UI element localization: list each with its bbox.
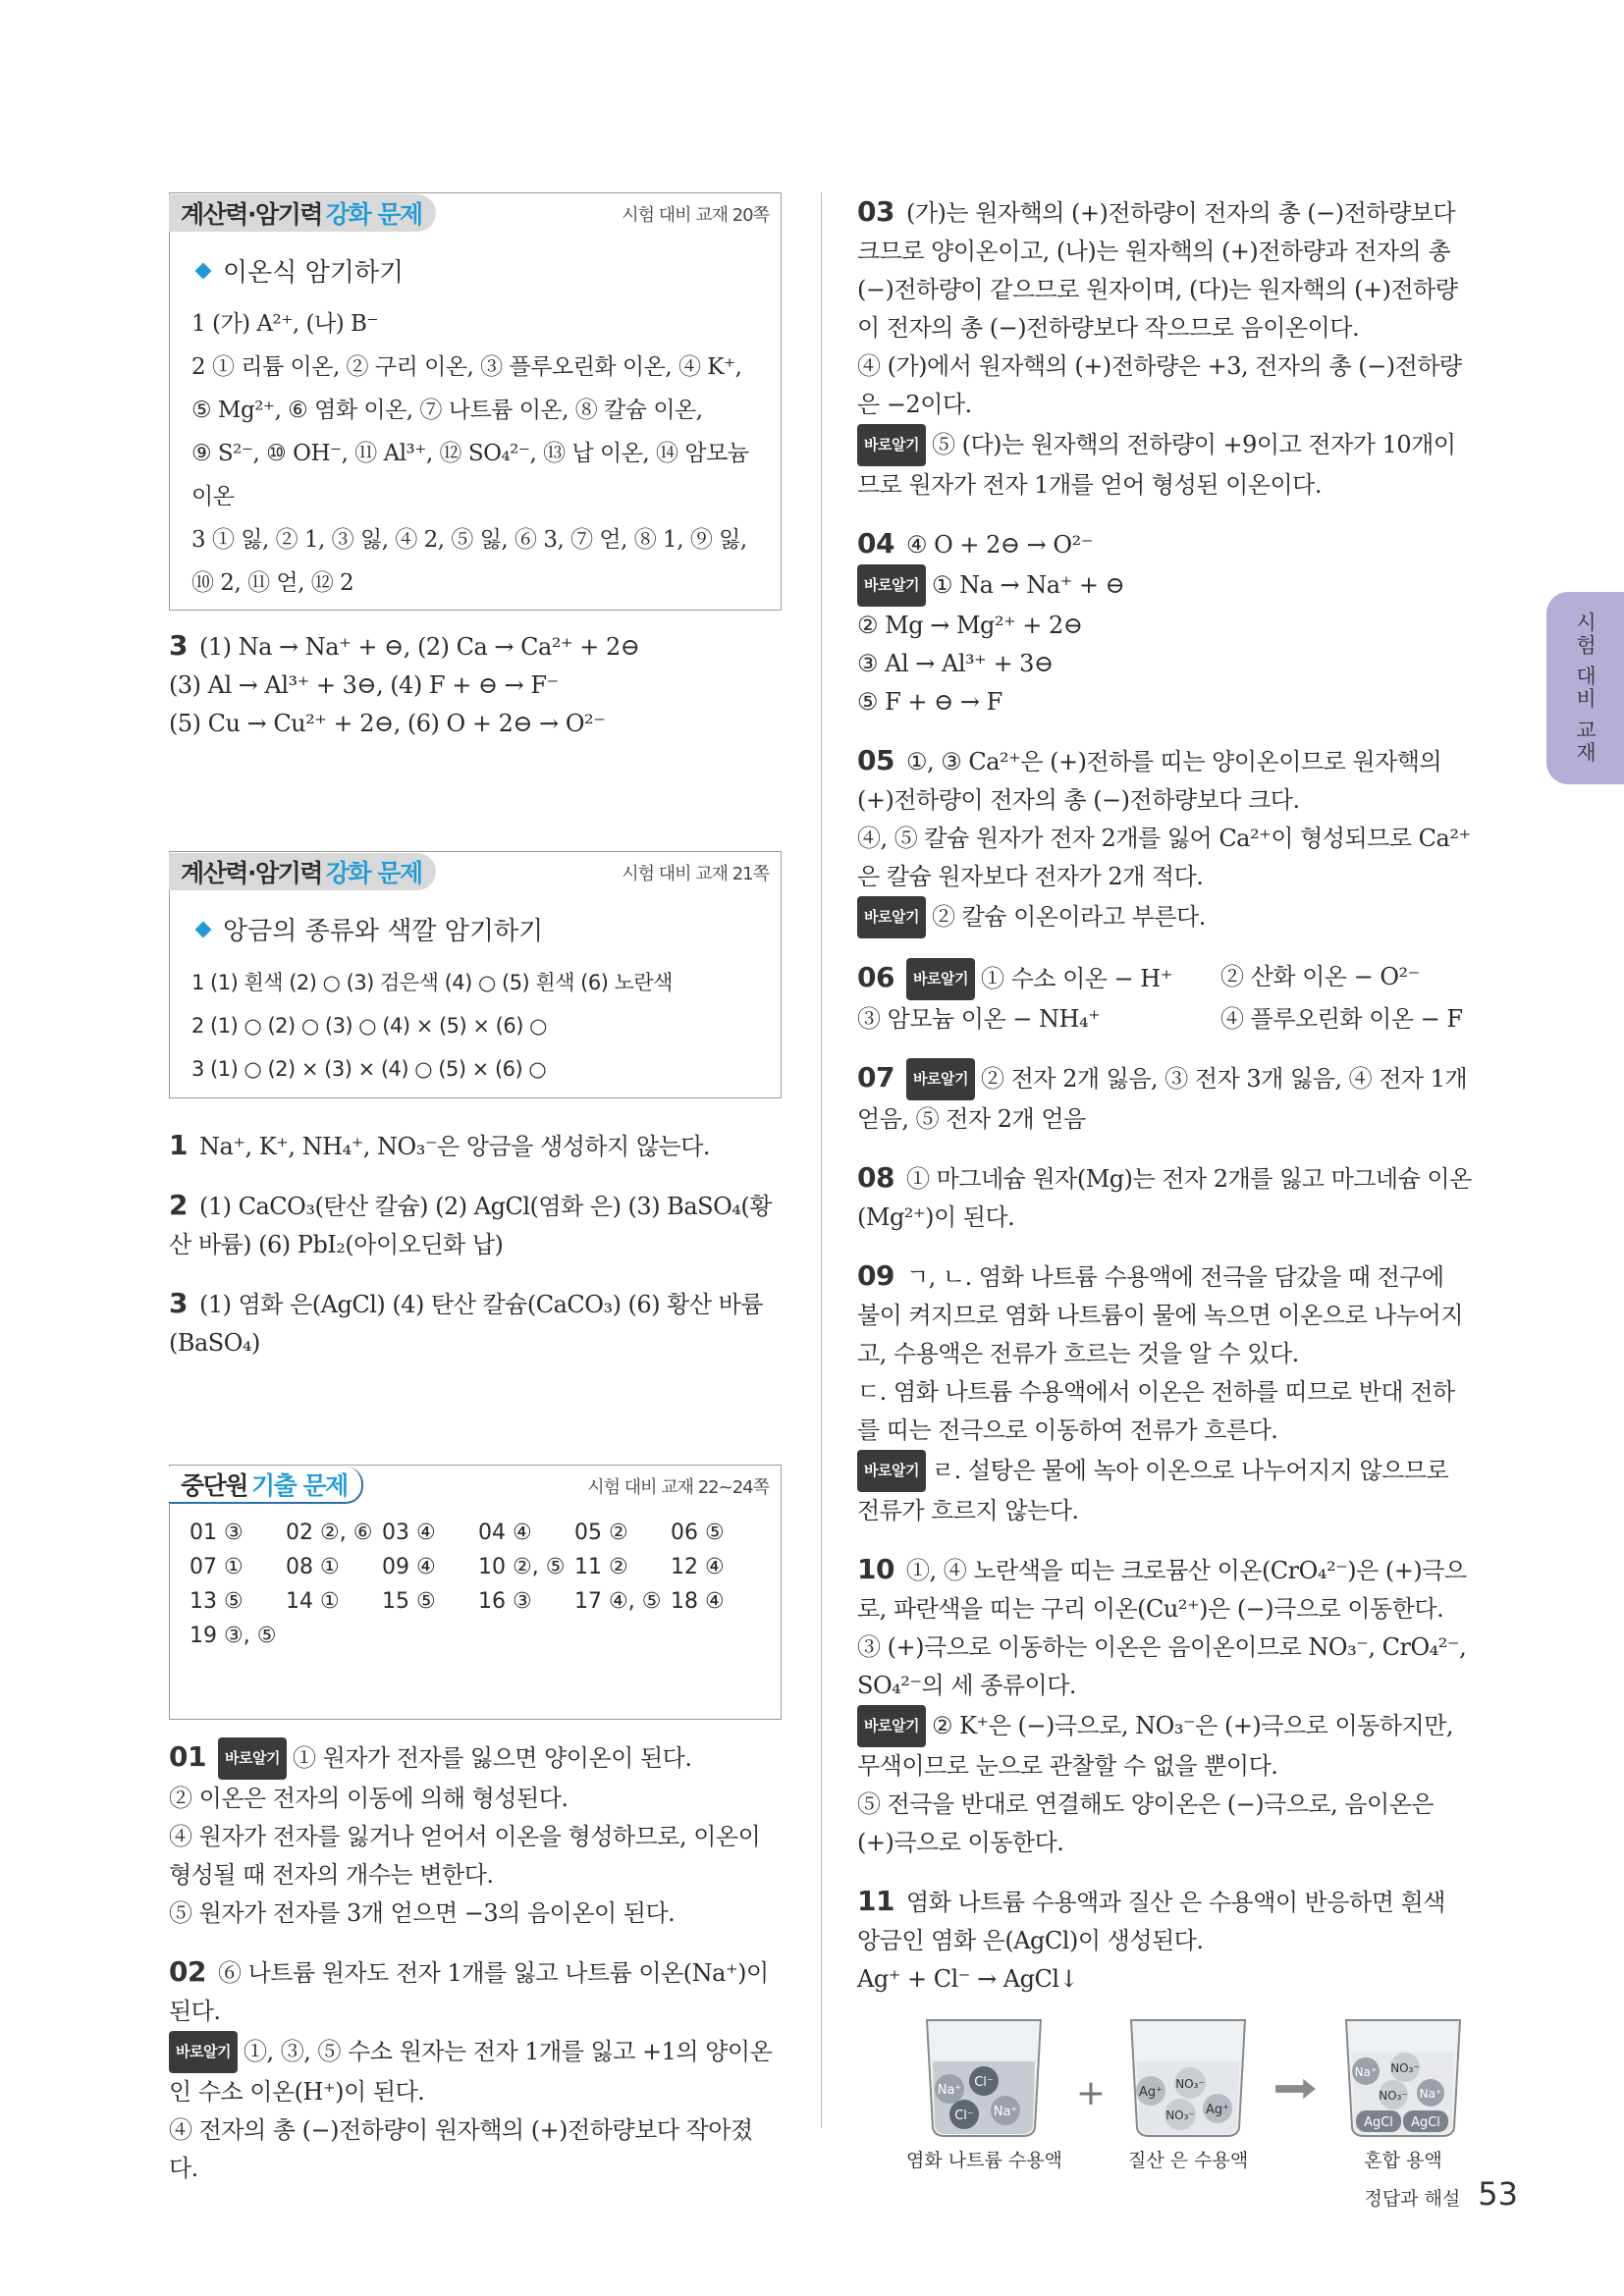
explanation-04	[857, 524, 1472, 721]
explanation-text: ② K⁺은 (−)극으로, NO₃⁻은 (+)극으로 이동하지만, 무색이므로 눈으로 관찰할 수 없을 뿐이다.	[857, 1712, 1454, 1780]
item-number: 2	[169, 1189, 188, 1221]
explanation-text: ② 전자 2개 잃음, ③ 전자 3개 잃음, ④ 전자 1개 얻음, ⑤ 전자 2개 얻음	[857, 1065, 1468, 1133]
answer-key-item: 03 ④	[382, 1521, 436, 1545]
beaker-mixed-solution	[1334, 2012, 1472, 2172]
item-number: 05	[857, 744, 894, 776]
ion-label: NO₃⁻	[1165, 2109, 1195, 2122]
answer-key-item: 06 ⑤	[671, 1521, 725, 1545]
answer-grid	[170, 1507, 781, 1662]
ion-label: Ag⁺	[1139, 2085, 1164, 2100]
review-box-ion-formulas	[169, 192, 782, 611]
correction-badge: 바로알기	[857, 564, 926, 607]
diamond-icon	[195, 921, 212, 937]
explanation-text: ①, ③, ⑤ 수소 원자는 전자 1개를 잃고 +1의 양이온인 수소 이온(H⁺)이 된다.	[169, 2038, 773, 2106]
tag-text: 계산력·암기력	[181, 200, 322, 229]
box-title	[191, 252, 763, 289]
explanation-text: Na⁺, K⁺, NH₄⁺, NO₃⁻은 앙금을 생성하지 않는다.	[198, 1133, 711, 1160]
item-number: 06	[857, 961, 894, 993]
reaction-equation: Ag⁺ + Cl⁻ → AgCl↓	[857, 1965, 1079, 1993]
box-title-text: 이온식 암기하기	[223, 258, 405, 288]
equation-text: ⑤ F + ⊖ → F	[857, 688, 1002, 716]
item-number: 02	[169, 1955, 206, 1988]
precipitate-label: AgCl	[1411, 2115, 1440, 2130]
correction-badge: 바로알기	[169, 2031, 238, 2073]
beaker-icon	[915, 2012, 1053, 2140]
diamond-icon	[195, 262, 212, 279]
correction-badge: 바로알기	[857, 1450, 926, 1492]
equation-text: ② Mg → Mg²⁺ + 2⊖	[857, 612, 1083, 639]
tag-text: 중단원	[181, 1471, 247, 1500]
ion-label: Na⁺	[1419, 2087, 1442, 2101]
answer-key-item: 15 ⑤	[382, 1589, 436, 1614]
answer-key-item: 02 ②, ⑥	[286, 1521, 373, 1545]
explanation-05	[857, 741, 1472, 938]
explanation-text: ⑥ 나트륨 원자도 전자 1개를 잃고 나트륨 이온(Na⁺)이 된다.	[169, 1959, 769, 2025]
explanation-text: 염화 나트륨 수용액과 질산 은 수용액이 반응하면 흰색 앙금인 염화 은(AgCl)이 생성된다.	[857, 1889, 1445, 1954]
explanation-text: ③ 암모늄 이온 − NH₄⁺	[857, 1005, 1101, 1033]
item-number: 11	[857, 1885, 894, 1917]
right-column	[857, 192, 1472, 2172]
correction-badge: 바로알기	[857, 424, 926, 466]
item-number: 09	[857, 1259, 894, 1292]
equation-line: (5) Cu → Cu²⁺ + 2⊖, (6) O + 2⊖ → O²⁻	[169, 710, 606, 737]
answer-line: ⑩ 2, ⑪ 얻, ⑫ 2	[191, 570, 354, 596]
explanation-text: ④ 플루오린화 이온 − F	[1220, 1005, 1463, 1033]
box-header	[170, 1466, 781, 1507]
explanation-text: ① 수소 이온 − H⁺	[980, 965, 1172, 992]
ion-label: Cl⁻	[974, 2075, 995, 2090]
explanation-text: ①, ③ Ca²⁺은 (+)전하를 띠는 양이온이므로 원자핵의 (+)전하량이 전자의 총 (−)전하량보다 크다.	[857, 748, 1442, 814]
ion-label: Cl⁻	[954, 2109, 975, 2123]
correction-badge: 바로알기	[906, 1058, 975, 1100]
explanation-text: ② 이온은 전자의 이동에 의해 형성된다.	[169, 1785, 568, 1812]
explanation-text: ③ (+)극으로 이동하는 이온은 음이온이므로 NO₃⁻, CrO₄²⁻, SO₄²⁻의 세 종류이다.	[857, 1633, 1467, 1699]
equation-line: (3) Al → Al³⁺ + 3⊖, (4) F + ⊖ → F⁻	[169, 671, 559, 699]
tag-highlight: 강화 문제	[325, 859, 422, 887]
answer-key-item: 04 ④	[478, 1521, 532, 1545]
box-title	[191, 911, 763, 947]
answer-key-item: 05 ②	[574, 1521, 628, 1545]
explanation-text: ①, ④ 노란색을 띠는 크로뮴산 이온(CrO₄²⁻)은 (+)극으로, 파란색을 띠는 구리 이온(Cu²⁺)은 (−)극으로 이동한다.	[857, 1557, 1467, 1623]
detailed-explanations	[169, 1737, 782, 2188]
answer-key-item: 18 ④	[671, 1589, 725, 1614]
correction-badge: 바로알기	[218, 1737, 287, 1780]
answer-key-item: 19 ③, ⑤	[189, 1624, 277, 1648]
explanation-text: ㄱ, ㄴ. 염화 나트륨 수용액에 전극을 담갔을 때 전구에 불이 켜지므로 염화 나트륨이 물에 녹으면 이온으로 나누어지고, 수용액은 전류가 흐르는 것을 알 수 있다.	[857, 1263, 1464, 1367]
correction-badge: 바로알기	[857, 1705, 926, 1747]
box-tag	[169, 194, 436, 232]
equation-line: (1) Na → Na⁺ + ⊖, (2) Ca → Ca²⁺ + 2⊖	[198, 633, 640, 661]
explanation-text: ② 산화 이온 − O²⁻	[1220, 963, 1420, 990]
tag-highlight: 기출 문제	[250, 1471, 348, 1500]
explanation-03	[857, 192, 1472, 505]
left-column	[169, 192, 782, 2208]
explanation-09	[857, 1256, 1472, 1530]
explanation-text: ⑤ 원자가 전자를 3개 얻으면 −3의 음이온이 된다.	[169, 1899, 676, 1927]
item-number: 10	[857, 1553, 894, 1585]
answer-key-item: 17 ④, ⑤	[574, 1589, 662, 1614]
ion-label: Na⁺	[1354, 2065, 1378, 2079]
answer-line: 2 ① 리튬 이온, ② 구리 이온, ③ 플루오린화 이온, ④ K⁺,	[191, 354, 742, 380]
explanation-06	[857, 958, 1472, 1039]
ion-label: NO₃⁻	[1175, 2077, 1205, 2091]
equation-text: ④ O + 2⊖ → O²⁻	[905, 531, 1093, 559]
explanation-text: ④, ⑤ 칼슘 원자가 전자 2개를 잃어 Ca²⁺이 형성되므로 Ca²⁺은 칼슘 원자보다 전자가 2개 적다.	[857, 825, 1471, 890]
explanation-text: ⑤ 전극을 반대로 연결해도 양이온은 (−)극으로, 음이온은 (+)극으로 이동한다.	[857, 1790, 1435, 1856]
explanation-text: ④ 전자의 총 (−)전하량이 원자핵의 (+)전하량보다 작아졌다.	[169, 2116, 753, 2182]
item-number: 03	[857, 195, 894, 228]
tag-text: 계산력·암기력	[181, 859, 322, 887]
answer-line: 3 (1) ○ (2) × (3) × (4) ○ (5) × (6) ○	[191, 1057, 547, 1081]
explanation-01	[169, 1737, 782, 1933]
explanation-item	[169, 1126, 782, 1166]
beaker-icon	[1334, 2012, 1472, 2140]
column-divider	[821, 192, 822, 2128]
explanation-text: ④ (가)에서 원자핵의 (+)전하량은 +3, 전자의 총 (−)전하량은 −2이다.	[857, 352, 1462, 418]
answer-key-item: 13 ⑤	[189, 1589, 244, 1614]
beaker-icon	[1119, 2012, 1257, 2140]
beaker-sodium-chloride	[906, 2012, 1062, 2172]
answer-key-item: 12 ④	[671, 1555, 725, 1579]
answer-3-ion-equations	[169, 626, 782, 743]
answer-key-box	[169, 1465, 782, 1720]
answer-key-item: 01 ③	[189, 1521, 244, 1545]
explanation-text: ⑤ (다)는 원자핵의 전하량이 +9이고 전자가 10개이므로 원자가 전자 1개를 얻어 형성된 이온이다.	[857, 431, 1456, 499]
page-footer	[1364, 2175, 1518, 2213]
box-tag	[169, 853, 436, 890]
section-side-tab	[1546, 592, 1624, 784]
right-arrow-icon	[1272, 2074, 1319, 2104]
answer-key-item: 08 ①	[286, 1555, 340, 1579]
correction-badge: 바로알기	[857, 896, 926, 938]
answer-line: 2 (1) ○ (2) ○ (3) ○ (4) × (5) × (6) ○	[191, 1014, 547, 1038]
item-number: 08	[857, 1161, 894, 1194]
box-header	[170, 852, 781, 893]
answer-line: 1 (1) 흰색 (2) ○ (3) 검은색 (4) ○ (5) 흰색 (6) 노란색	[191, 971, 673, 994]
answer-line: 1 (가) A²⁺, (나) B⁻	[191, 311, 379, 337]
answer-line: 이온	[191, 484, 235, 509]
page-number: 53	[1478, 2175, 1518, 2213]
explanation-08	[857, 1158, 1472, 1237]
answer-line: ⑤ Mg²⁺, ⑥ 염화 이온, ⑦ 나트륨 이온, ⑧ 칼슘 이온,	[191, 398, 703, 423]
box-body	[170, 235, 781, 616]
explanation-text: ① 마그네슘 원자(Mg)는 전자 2개를 잃고 마그네슘 이온(Mg²⁺)이 된다.	[857, 1165, 1472, 1231]
explanation-text: ② 칼슘 이온이라고 부른다.	[931, 903, 1206, 931]
answer-key-item: 14 ①	[286, 1589, 340, 1614]
equation-text: ③ Al → Al³⁺ + 3⊖	[857, 650, 1054, 677]
item-number: 3	[169, 629, 188, 662]
explanation-text: ㄹ. 설탕은 물에 녹아 이온으로 나누어지지 않으므로 전류가 흐르지 않는다.	[857, 1457, 1449, 1524]
answer-line: 3 ① 잃, ② 1, ③ 잃, ④ 2, ⑤ 잃, ⑥ 3, ⑦ 얻, ⑧ 1, ⑨ 잃,	[191, 527, 747, 553]
explanation-item	[169, 1186, 782, 1264]
box-header	[170, 193, 781, 235]
beaker-caption: 질산 은 수용액	[1127, 2150, 1249, 2171]
explanation-07	[857, 1058, 1472, 1139]
correction-badge: 바로알기	[906, 958, 975, 1000]
explanation-02	[169, 1952, 782, 2188]
plus-icon: +	[1075, 2073, 1107, 2113]
side-tab-label: 시험 대비 교재	[1573, 612, 1597, 765]
ion-label: Ag⁺	[1206, 2103, 1230, 2117]
box-tag	[169, 1467, 363, 1504]
precipitate-explanations	[169, 1126, 782, 1362]
explanation-item	[169, 1284, 782, 1362]
tag-highlight: 강화 문제	[325, 200, 422, 229]
item-number: 01	[169, 1740, 206, 1773]
ion-label: Na⁺	[994, 2105, 1018, 2119]
answer-key-item: 10 ②, ⑤	[478, 1555, 566, 1579]
beaker-caption: 혼합 용액	[1364, 2150, 1442, 2171]
answer-key-item: 09 ④	[382, 1555, 436, 1579]
explanation-text: (1) CaCO₃(탄산 칼슘) (2) AgCl(염화 은) (3) BaSO₄(황산 바륨) (6) PbI₂(아이오딘화 납)	[169, 1193, 772, 1258]
box-body	[170, 893, 781, 1102]
precipitate-label: AgCl	[1364, 2115, 1393, 2130]
footer-label: 정답과 해설	[1364, 2188, 1461, 2210]
explanation-text: (1) 염화 은(AgCl) (4) 탄산 칼슘(CaCO₃) (6) 황산 바륨 (BaSO₄)	[169, 1291, 764, 1357]
item-number: 3	[169, 1287, 188, 1319]
ion-label: Na⁺	[938, 2083, 962, 2098]
explanation-text: ① 원자가 전자를 잃으면 양이온이 된다.	[292, 1744, 692, 1772]
explanation-text: ㄷ. 염화 나트륨 수용액에서 이온은 전하를 띠므로 반대 전하를 띠는 전극으로 이동하여 전류가 흐른다.	[857, 1378, 1455, 1444]
answer-key-item: 16 ③	[478, 1589, 532, 1614]
equation-text: ① Na → Na⁺ + ⊖	[931, 571, 1125, 599]
beaker-caption: 염화 나트륨 수용액	[906, 2150, 1062, 2171]
explanation-text: ④ 원자가 전자를 잃거나 얻어서 이온을 형성하므로, 이온이 형성될 때 전자의 개수는 변한다.	[169, 1823, 761, 1889]
box-reference: 시험 대비 교재 21쪽	[622, 864, 769, 884]
ion-label: NO₃⁻	[1379, 2089, 1408, 2103]
ion-label: NO₃⁻	[1390, 2061, 1420, 2075]
beaker-illustration	[857, 2012, 1472, 2172]
item-number: 1	[169, 1129, 188, 1161]
explanation-text: (가)는 원자핵의 (+)전하량이 전자의 총 (−)전하량보다 크므로 양이온이고, (나)는 원자핵의 (+)전하량과 전자의 총 (−)전하량이 같으므로 원자이며, (다)는 원자핵의 (+)전하량이 전자의 총 (−)전하량보다 작으므로 음이온이다.	[857, 199, 1458, 342]
box-reference: 시험 대비 교재 20쪽	[622, 205, 769, 226]
answer-line: ⑨ S²⁻, ⑩ OH⁻, ⑪ Al³⁺, ⑫ SO₄²⁻, ⑬ 납 이온, ⑭ 암모늄	[191, 441, 749, 466]
answer-key-item: 11 ②	[574, 1555, 628, 1579]
explanation-10	[857, 1550, 1472, 1862]
item-number: 07	[857, 1061, 894, 1094]
box-title-text: 앙금의 종류와 색깔 암기하기	[223, 917, 544, 946]
item-number: 04	[857, 527, 894, 560]
explanation-11	[857, 1882, 1472, 1999]
beaker-silver-nitrate	[1119, 2012, 1257, 2172]
box-reference: 시험 대비 교재 22~24쪽	[587, 1477, 769, 1498]
review-box-precipitates	[169, 851, 782, 1098]
answer-key-item: 07 ①	[189, 1555, 244, 1579]
